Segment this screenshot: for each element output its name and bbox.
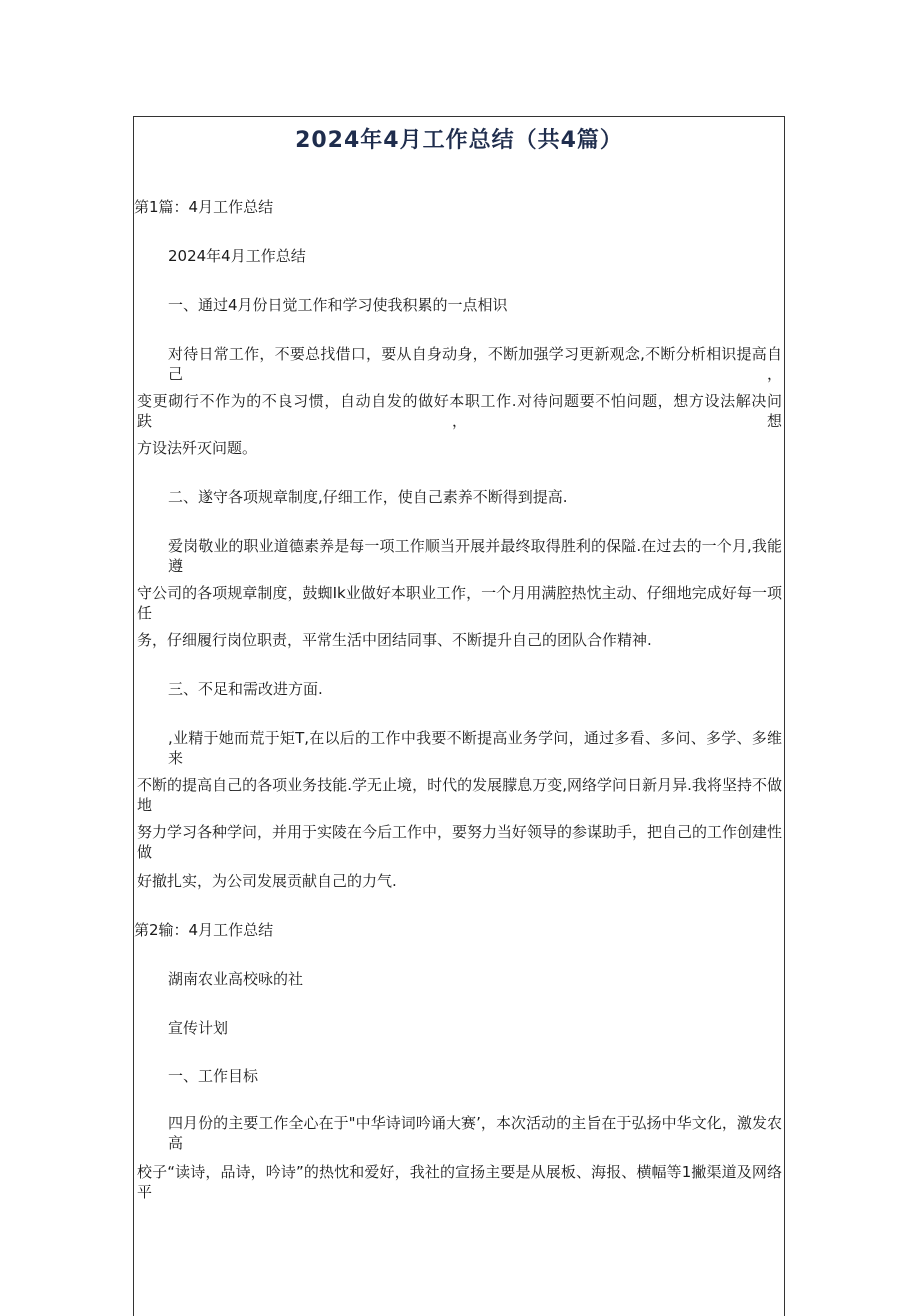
plan-title: 宣传计划 — [168, 1019, 229, 1037]
section-heading-2: 第2输：4月工作总结 — [134, 921, 274, 939]
paragraph-line: 爱岗敬业的职业道德素养是每一项工作顺当开展并最终取得胜利的保隘.在过去的一个月,我能遵 — [168, 537, 782, 575]
heading-two: 二、遂守各项规章制度,仔细工作，使自己素养不断得到提高. — [168, 488, 568, 506]
paragraph-line: 方设法歼灭问题。 — [137, 439, 258, 457]
paragraph-line: 守公司的各项规章制度，鼓蜘Ik业做好本职业工作，一个月用满腔热忱主动、仔细地完成好每一项任 — [137, 584, 782, 622]
paragraph-line: 努力学习各种学问，并用于实陵在今后工作中，要努力当好领导的参谋助手，把自己的工作创建性做 — [137, 823, 783, 861]
document-title: 2024年4月工作总结（共4篇） — [295, 128, 623, 153]
paragraph-line: 变更砌行不作为的不良习惯，自动自发的做好本职工作.对待问题要不怕问题，想方设法解决问趺，想 — [137, 392, 782, 430]
heading-goals: 一、工作目标 — [168, 1067, 259, 1085]
paragraph-line: 务，仔细履行岗位职责，平常生活中团结同事、不断提升自己的团队合作精神. — [137, 631, 652, 649]
paragraph-line: ,业精于她而荒于矩T,在以后的工作中我要不断提高业务学问，通过多看、多问、多学、多维来 — [168, 729, 782, 767]
paragraph-line: 四月份的主要工作全心在于"中华诗词吟诵大赛’，本次活动的主旨在于弘扬中华文化，激发农高 — [168, 1114, 782, 1152]
heading-one: 一、通过4月份日觉工作和学习使我积累的一点相识 — [168, 296, 508, 314]
heading-three: 三、不足和需改进方面. — [168, 680, 323, 698]
subtitle: 2024年4月工作总结 — [168, 247, 306, 265]
section-heading-1: 第1篇：4月工作总结 — [134, 198, 274, 216]
paragraph-line: 对待日常工作，不要总找借口，要从自身动身，不断加强学习更新观念,不断分析相识提高自己， — [168, 345, 782, 383]
paragraph-line: 不断的提高自己的各项业务技能.学无止境，时代的发展朦息万变,网络学问日新月异.我将坚持不做地 — [137, 776, 782, 814]
org-line: 湖南农业高校咏的社 — [168, 970, 304, 988]
paragraph-line: 好撤扎实，为公司发展贡献自己的力气. — [137, 872, 397, 890]
paragraph-line: 校子“读诗，品诗，吟诗”的热忱和爱好，我社的宣扬主要是从展板、海报、横幅等1撇渠道及网络平 — [137, 1163, 782, 1201]
